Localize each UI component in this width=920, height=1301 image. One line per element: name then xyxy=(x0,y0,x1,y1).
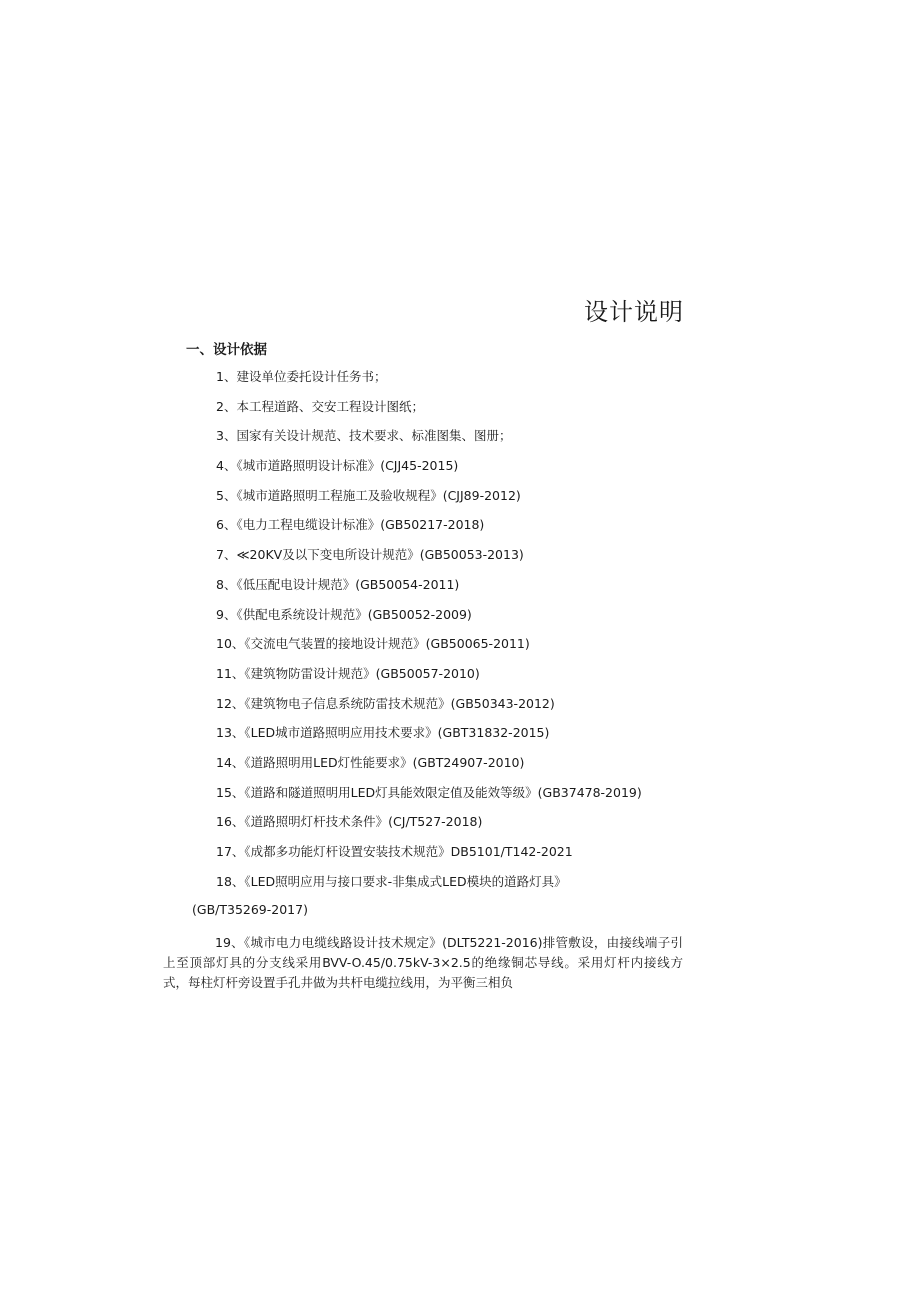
list-item: 18、《LED照明应用与接口要求-非集成式LED模块的道路灯具》 xyxy=(216,873,567,889)
list-item: 15、《道路和隧道照明用LED灯具能效限定值及能效等级》(GB37478-2019) xyxy=(216,784,642,800)
list-item: 7、≪20KV及以下变电所设计规范》(GB50053-2013) xyxy=(216,547,524,563)
list-item: 11、《建筑物防雷设计规范》(GB50057-2010) xyxy=(216,665,480,681)
list-item: 13、《LED城市道路照明应用技术要求》(GBT31832-2015) xyxy=(216,725,550,741)
list-item: 16、《道路照明灯杆技术条件》(CJ/T527-2018) xyxy=(216,814,483,830)
list-item: 5、《城市道路照明工程施工及验收规程》(CJJ89-2012) xyxy=(216,487,521,503)
list-item: 9、《供配电系统设计规范》(GB50052-2009) xyxy=(216,606,472,622)
list-item: 1、建设单位委托设计任务书； xyxy=(216,369,387,384)
list-item: 4、《城市道路照明设计标准》(CJJ45-2015) xyxy=(216,458,459,474)
list-item: 10、《交流电气装置的接地设计规范》(GB50065-2011) xyxy=(216,636,530,652)
list-item: 14、《道路照明用LED灯性能要求》(GBT24907-2010) xyxy=(216,754,525,770)
section-heading: 一、设计依据 xyxy=(186,342,267,358)
item-18-continuation: (GB/T35269-2017) xyxy=(192,902,308,917)
list-item: 12、《建筑物电子信息系统防雷技术规范》(GB50343-2012) xyxy=(216,695,555,711)
item-19-paragraph: 19、《城市电力电缆线路设计技术规定》(DLT5221-2016)排管敷设，由接线端子引上至顶部灯具的分支线采用BVV-O.45/0.75kV-3×2.5的绝缘铜芯导线。采用灯杆内接线方式，每柱灯杆旁设置手孔井做为共杆电缆拉线用，为平衡三相负 xyxy=(163,935,683,990)
list-item: 8、《低压配电设计规范》(GB50054-2011) xyxy=(216,576,460,592)
list-item: 3、国家有关设计规范、技术要求、标准图集、图册； xyxy=(216,428,512,444)
list-item: 2、本工程道路、交安工程设计图纸； xyxy=(216,398,424,414)
list-item: 17、《成都多功能灯杆设置安装技术规范》DB5101/T142-2021 xyxy=(216,844,573,859)
design-basis-list xyxy=(216,367,642,901)
list-item: 6、《电力工程电缆设计标准》(GB50217-2018) xyxy=(216,517,485,533)
document-title: 设计说明 xyxy=(584,298,684,326)
